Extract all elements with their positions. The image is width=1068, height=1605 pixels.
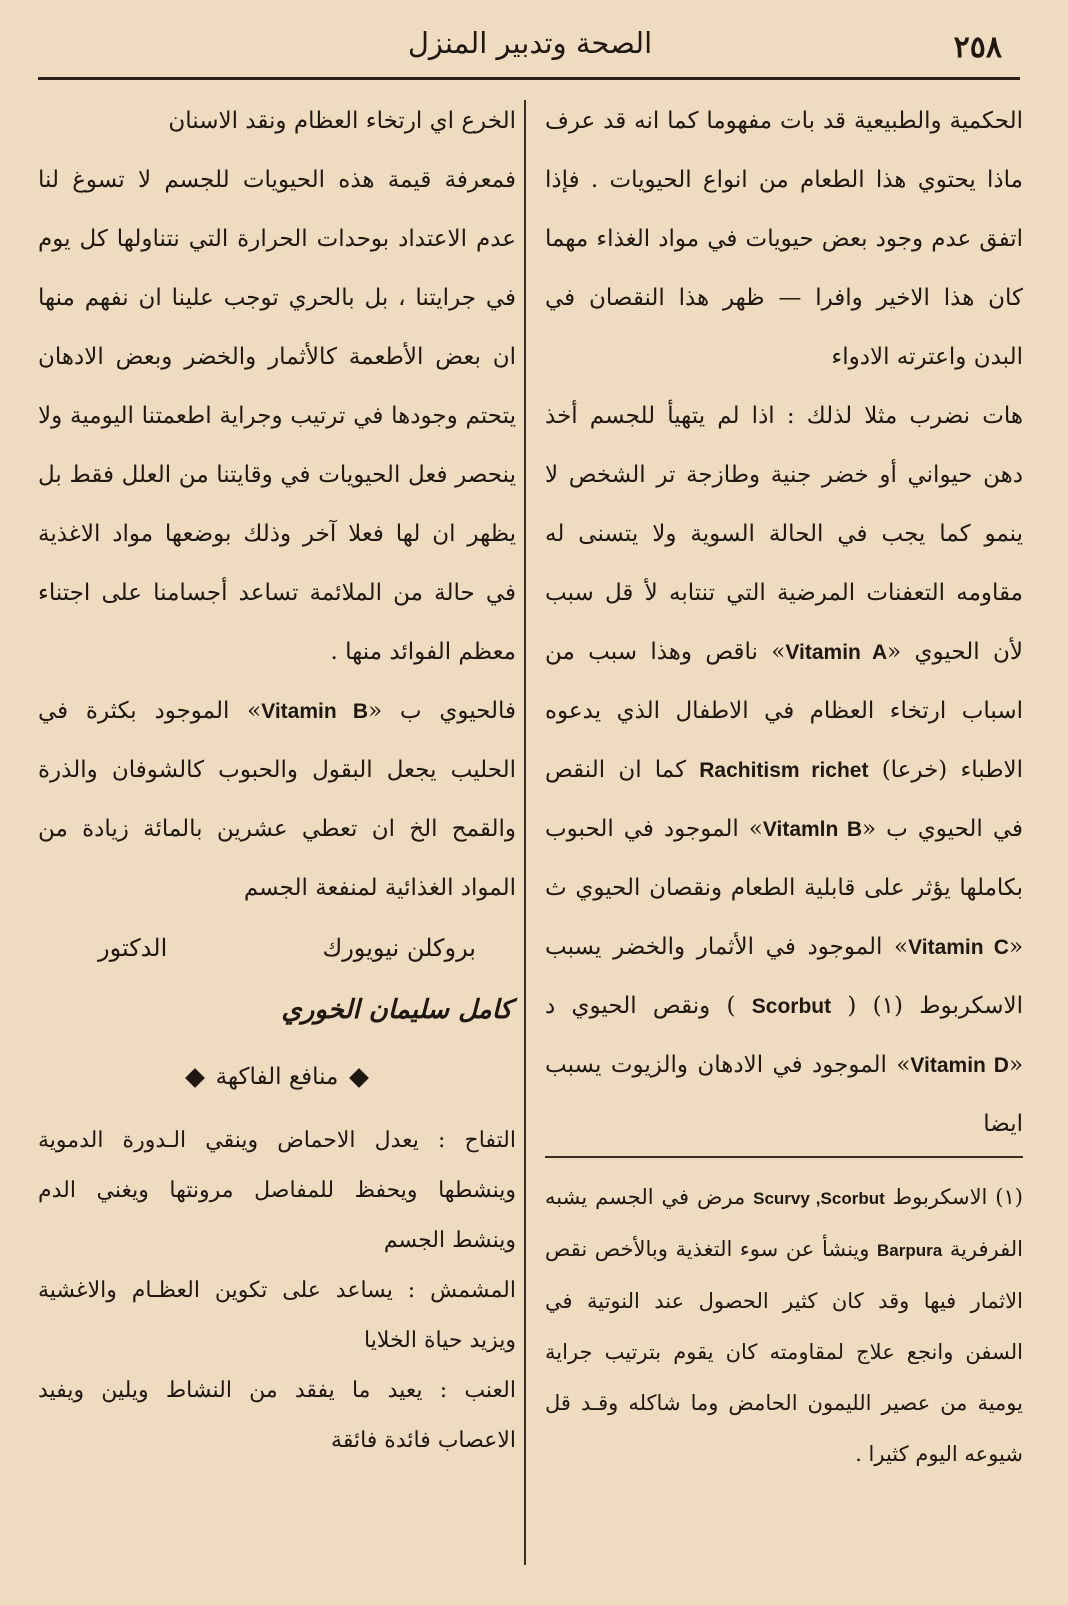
header-rule xyxy=(38,77,1020,80)
left-paragraph-2 xyxy=(38,151,516,682)
text-segment: » الموجود في الحبوب بكاملها يؤثر على قابلية الطعام ونقصان الحيوي ث « xyxy=(545,816,1024,960)
text-segment: » ناقص وهذا سبب من اسباب ارتخاء العظام في الاطفال الذي يدعوه الاطباء (خرعا) xyxy=(545,639,1024,783)
left-paragraph-2-text: فمعرفة قيمة هذه الحيويات للجسم لا تسوغ لنا عدم الاعتداد بوحدات الحرارة التي نتناولها كل يوم في جرايتنا ، بل بالحري توجب علينا ان نفهم منها ان بعض الأطعمة كالأثمار والخضر وبعض الادهان يتحتم وجودها في ترتيب وجراية اطعمتنا اليومية ولا ينحصر فعل الحيويات في وقايتنا من العلل فقط بل يظهر ان لها فعلا آخر وذلك بوضعها مواد الاغذية في حالة من الملائمة تساعد أجسامنا على اجتناء معظم الفوائد منها . xyxy=(38,167,516,665)
right-paragraph-1 xyxy=(545,92,1023,387)
text-segment: هات نضرب مثلا لذلك : اذا لم يتهيأ للجسم أخذ دهن حيواني أو خضر جنية وطازجة تر الشخص لا ينمو كما يجب في الحالة السوية ولا يتسنى له مقاومه التعفنات المرضية التي تنتابه لأ قل سبب لأن الحيوي « xyxy=(545,403,1023,665)
vitamin-c-term: Vitamin C xyxy=(908,936,1009,959)
ornament-icon xyxy=(349,1068,369,1088)
right-paragraph-2 xyxy=(545,387,1023,1154)
rachitism-term: Rachitism richet xyxy=(699,759,869,782)
left-paragraph-1-text: الخرع اي ارتخاء العظام ونقد الاسنان xyxy=(168,108,516,134)
footnote-rule xyxy=(545,1156,1023,1158)
text-segment: وينشأ عن سوء التغذية وبالأخص نقص الاثمار فيها وقد كان كثير الحصول عند النوتية في السفن وانجع علاج لمقاومته كان يقوم بترتيب جراية يومية من عصير الليمون الحامض وما شاكله وقـد قل شيوعه اليوم كثيرا . xyxy=(545,1237,1023,1466)
ornament-icon xyxy=(185,1068,205,1088)
vitamin-b-term: Vitamln B xyxy=(762,818,863,841)
section-title-text: منافع الفاكهة xyxy=(215,1064,339,1090)
page-header xyxy=(40,22,1020,72)
fruit-entry-apple: التفاح : يعدل الاحماض وينقي الـدورة الدموية وينشطها ويحفظ للمفاصل مرونتها ويغني الدم وينشط الجسم xyxy=(38,1128,516,1253)
scorbut-term: Scorbut xyxy=(751,995,832,1018)
text-segment: فالحيوي ب « xyxy=(368,698,516,724)
fruit-entry-apricot: المشمش : يساعد على تكوين العظـام والاغشية ويزيد حياة الخلايا xyxy=(38,1278,516,1353)
page-number: ٢٥٨ xyxy=(953,30,1002,65)
scurvy-term: Scurvy ,Scorbut xyxy=(753,1189,885,1208)
right-paragraph-1-text: الحكمية والطبيعية قد بات مفهوما كما انه قد عرف ماذا يحتوي هذا الطعام من انواع الحيويات . فإذا اتفق عدم وجود بعض حيويات في مواد الغذاء مهما كان هذا الاخير وافرا — ظهر هذا النقصان في البدن واعترته الادواء xyxy=(545,108,1023,370)
right-column xyxy=(545,92,1023,1582)
vitamin-a-term: Vitamin A xyxy=(785,641,888,664)
text-segment: (١) الاسكربوط xyxy=(892,1185,1023,1209)
signature-row xyxy=(38,918,516,978)
text-segment: » الموجود في الادهان والزيوت يسبب ايضا xyxy=(545,1052,1023,1137)
vitamin-b-term: Vitamin B xyxy=(261,700,369,723)
text-segment: مرض في الجسم يشبه الفرفرية xyxy=(545,1185,1023,1261)
running-title: الصحة وتدبير المنزل xyxy=(407,26,653,60)
column-divider xyxy=(524,100,526,1565)
text-segment: كما ان النقص في الحيوي ب « xyxy=(545,757,1023,842)
text-segment: » الموجود في الأثمار والخضر يسبب الاسكربوط (١) ( xyxy=(545,934,1024,1019)
fruit-entry-grape: العنب : يعيد ما يفقد من النشاط ويلين ويفيد الاعصاب فائدة فائقة xyxy=(38,1378,516,1453)
signature-place: بروكلن نيويورك xyxy=(322,934,476,962)
vitamin-d-term: Vitamin D xyxy=(910,1054,1009,1077)
section-title xyxy=(38,1042,516,1112)
signature-title: الدكتور xyxy=(98,934,168,962)
left-paragraph-1 xyxy=(38,92,516,151)
author-name: كامل سليمان الخوري xyxy=(281,995,512,1025)
left-paragraph-3 xyxy=(38,682,516,918)
text-segment: » الموجود بكثرة في الحليب يجعل البقول والحبوب كالشوفان والذرة والقمح الخ ان تعطي عشرين بالمائة زيادة من المواد الغذائية لمنفعة الجسم xyxy=(38,698,516,901)
barpura-term: Barpura xyxy=(877,1241,943,1260)
left-column xyxy=(38,92,516,1582)
text-segment: ) ونقص الحيوي د « xyxy=(545,993,1024,1078)
footnote-text xyxy=(545,1172,1023,1480)
footnote xyxy=(545,1172,1023,1480)
fruit-list xyxy=(38,1116,516,1466)
